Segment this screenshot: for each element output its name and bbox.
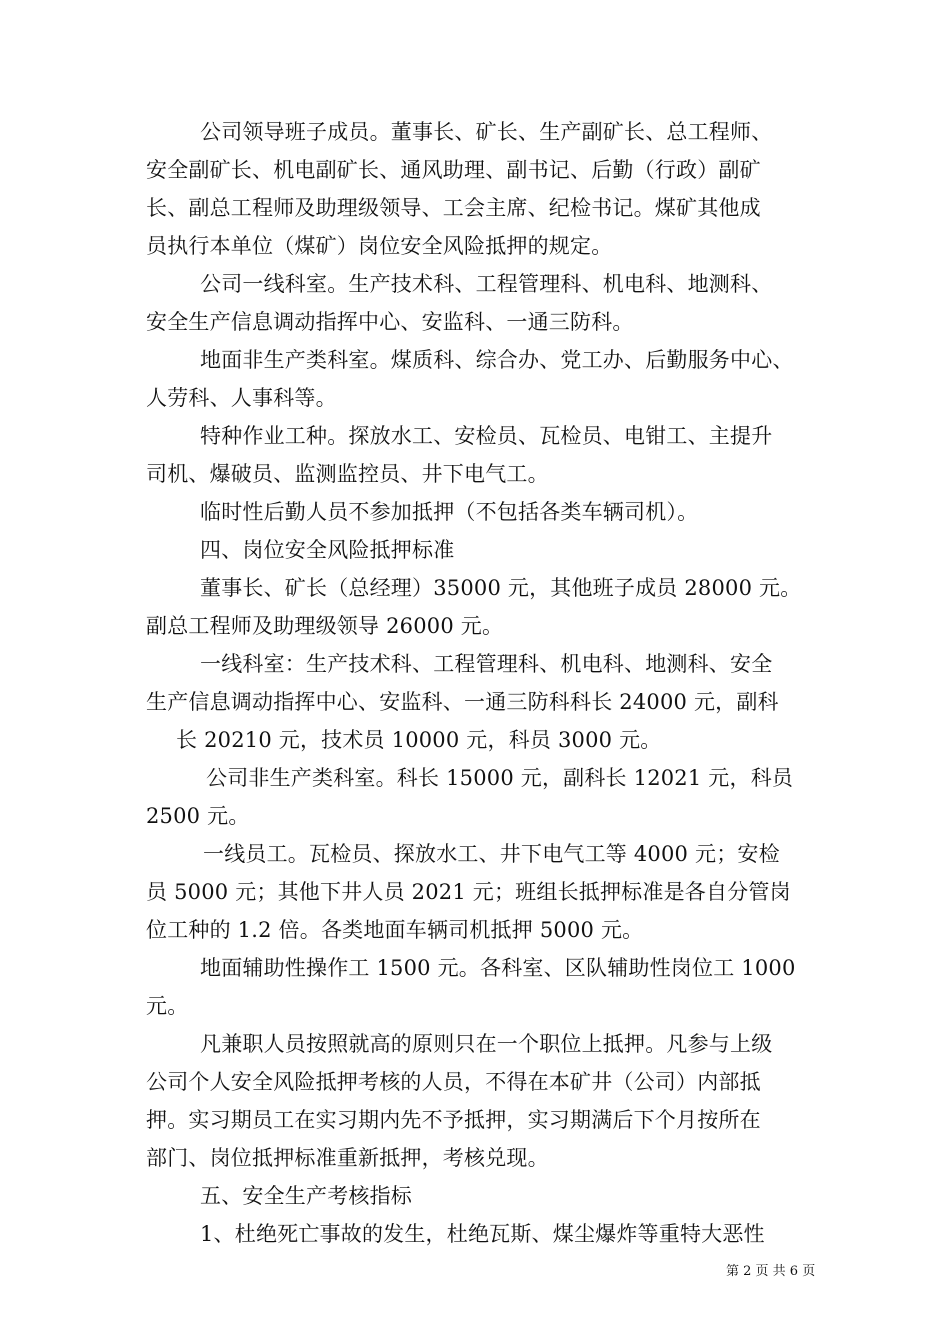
section-heading-4: 四、岗位安全风险抵押标准 bbox=[200, 538, 455, 562]
text-line-27: 押。实习期员工在实习期内先不予抵押，实习期满后下个月按所在 bbox=[146, 1108, 761, 1132]
text-line-7: 地面非生产类科室。煤质科、综合办、党工办、后勤服务中心、 bbox=[200, 348, 794, 372]
text-line-9: 特种作业工种。探放水工、安检员、瓦检员、电钳工、主提升 bbox=[200, 424, 773, 448]
text-line-13: 董事长、矿长（总经理）35000 元，其他班子成员 28000 元。 bbox=[200, 576, 802, 600]
text-line-23: 地面辅助性操作工 1500 元。各科室、区队辅助性岗位工 1000 bbox=[200, 956, 796, 980]
text-line-17: 长 20210 元，技术员 10000 元，科员 3000 元。 bbox=[176, 728, 662, 752]
text-line-10: 司机、爆破员、监测监控员、井下电气工。 bbox=[146, 462, 549, 486]
text-line-2: 安全副矿长、机电副矿长、通风助理、副书记、后勤（行政）副矿 bbox=[146, 158, 761, 182]
text-line-3: 长、副总工程师及助理级领导、工会主席、纪检书记。煤矿其他成 bbox=[146, 196, 761, 220]
text-line-18: 公司非生产类科室。科长 15000 元，副科长 12021 元，科员 bbox=[206, 766, 794, 790]
text-line-20: 一线员工。瓦检员、探放水工、井下电气工等 4000 元；安检 bbox=[203, 842, 780, 866]
section-heading-5: 五、安全生产考核指标 bbox=[200, 1184, 412, 1208]
page-number-footer: 第 2 页 共 6 页 bbox=[726, 1264, 816, 1279]
text-line-21: 员 5000 元；其他下井人员 2021 元；班组长抵押标准是各自分管岗 bbox=[146, 880, 791, 904]
text-line-24: 元。 bbox=[146, 994, 189, 1018]
text-line-16: 生产信息调动指挥中心、安监科、一通三防科科长 24000 元，副科 bbox=[146, 690, 779, 714]
text-line-22: 位工种的 1.2 倍。各类地面车辆司机抵押 5000 元。 bbox=[146, 918, 644, 942]
text-line-15: 一线科室：生产技术科、工程管理科、机电科、地测科、安全 bbox=[200, 652, 773, 676]
text-line-19: 2500 元。 bbox=[146, 804, 250, 828]
text-line-30: 1、杜绝死亡事故的发生，杜绝瓦斯、煤尘爆炸等重特大恶性 bbox=[200, 1222, 765, 1246]
text-line-1: 公司领导班子成员。董事长、矿长、生产副矿长、总工程师、 bbox=[200, 120, 773, 144]
text-line-4: 员执行本单位（煤矿）岗位安全风险抵押的规定。 bbox=[146, 234, 613, 258]
text-line-26: 公司个人安全风险抵押考核的人员，不得在本矿井（公司）内部抵 bbox=[146, 1070, 761, 1094]
text-line-8: 人劳科、人事科等。 bbox=[146, 386, 337, 410]
text-line-25: 凡兼职人员按照就高的原则只在一个职位上抵押。凡参与上级 bbox=[200, 1032, 773, 1056]
text-line-5: 公司一线科室。生产技术科、工程管理科、机电科、地测科、 bbox=[200, 272, 773, 296]
text-line-11: 临时性后勤人员不参加抵押（不包括各类车辆司机）。 bbox=[200, 500, 699, 524]
text-line-14: 副总工程师及助理级领导 26000 元。 bbox=[146, 614, 504, 638]
text-line-6: 安全生产信息调动指挥中心、安监科、一通三防科。 bbox=[146, 310, 634, 334]
text-line-28: 部门、岗位抵押标准重新抵押，考核兑现。 bbox=[146, 1146, 549, 1170]
